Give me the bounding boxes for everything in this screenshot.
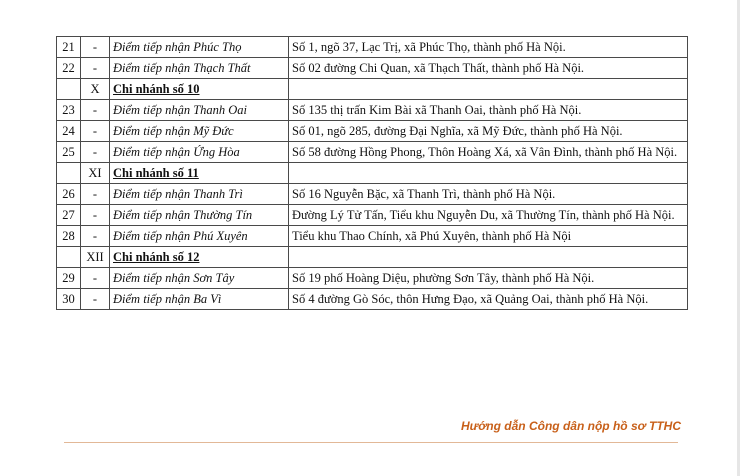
section-numeral: X bbox=[81, 79, 110, 100]
point-name: Điểm tiếp nhận Phúc Thọ bbox=[110, 37, 289, 58]
point-address: Số 02 đường Chi Quan, xã Thạch Thất, thành phố Hà Nội. bbox=[289, 58, 688, 79]
row-marker: - bbox=[81, 268, 110, 289]
row-number bbox=[57, 247, 81, 268]
point-name: Điểm tiếp nhận Thường Tín bbox=[110, 205, 289, 226]
row-number: 27 bbox=[57, 205, 81, 226]
table-row bbox=[57, 268, 688, 289]
branch-title: Chi nhánh số 12 bbox=[110, 247, 289, 268]
row-marker: - bbox=[81, 226, 110, 247]
point-address bbox=[289, 247, 688, 268]
table-row bbox=[57, 205, 688, 226]
footer-divider bbox=[64, 442, 678, 443]
point-name: Điểm tiếp nhận Thanh Oai bbox=[110, 100, 289, 121]
section-row bbox=[57, 79, 688, 100]
row-number: 21 bbox=[57, 37, 81, 58]
table-row bbox=[57, 37, 688, 58]
section-row bbox=[57, 163, 688, 184]
reception-points-table bbox=[56, 36, 688, 310]
branch-title: Chi nhánh số 11 bbox=[110, 163, 289, 184]
row-number: 24 bbox=[57, 121, 81, 142]
section-numeral: XII bbox=[81, 247, 110, 268]
footer-title: Hướng dẫn Công dân nộp hồ sơ TTHC bbox=[461, 419, 681, 433]
row-number: 22 bbox=[57, 58, 81, 79]
table-row bbox=[57, 121, 688, 142]
row-marker: - bbox=[81, 205, 110, 226]
point-name: Điểm tiếp nhận Ba Vì bbox=[110, 289, 289, 310]
row-marker: - bbox=[81, 142, 110, 163]
row-marker: - bbox=[81, 37, 110, 58]
section-row bbox=[57, 247, 688, 268]
row-marker: - bbox=[81, 289, 110, 310]
point-address: Đường Lý Tử Tấn, Tiểu khu Nguyễn Du, xã Thường Tín, thành phố Hà Nội. bbox=[289, 205, 688, 226]
point-address: Số 58 đường Hồng Phong, Thôn Hoàng Xá, xã Vân Đình, thành phố Hà Nội. bbox=[289, 142, 688, 163]
point-address: Số 19 phố Hoàng Diệu, phường Sơn Tây, thành phố Hà Nội. bbox=[289, 268, 688, 289]
point-address: Số 135 thị trấn Kim Bài xã Thanh Oai, thành phố Hà Nội. bbox=[289, 100, 688, 121]
point-address: Số 4 đường Gò Sóc, thôn Hưng Đạo, xã Quảng Oai, thành phố Hà Nội. bbox=[289, 289, 688, 310]
row-number bbox=[57, 163, 81, 184]
row-number: 26 bbox=[57, 184, 81, 205]
table-body bbox=[57, 37, 688, 310]
row-marker: - bbox=[81, 100, 110, 121]
point-name: Điểm tiếp nhận Thạch Thất bbox=[110, 58, 289, 79]
row-number: 29 bbox=[57, 268, 81, 289]
point-address: Tiểu khu Thao Chính, xã Phú Xuyên, thành phố Hà Nội bbox=[289, 226, 688, 247]
table-row bbox=[57, 142, 688, 163]
point-name: Điểm tiếp nhận Mỹ Đức bbox=[110, 121, 289, 142]
section-numeral: XI bbox=[81, 163, 110, 184]
point-address: Số 16 Nguyễn Bặc, xã Thanh Trì, thành phố Hà Nội. bbox=[289, 184, 688, 205]
branch-title: Chi nhánh số 10 bbox=[110, 79, 289, 100]
row-number bbox=[57, 79, 81, 100]
table-row bbox=[57, 100, 688, 121]
table-row bbox=[57, 184, 688, 205]
point-name: Điểm tiếp nhận Phú Xuyên bbox=[110, 226, 289, 247]
row-number: 28 bbox=[57, 226, 81, 247]
point-name: Điểm tiếp nhận Sơn Tây bbox=[110, 268, 289, 289]
row-number: 30 bbox=[57, 289, 81, 310]
table-row bbox=[57, 58, 688, 79]
row-marker: - bbox=[81, 184, 110, 205]
point-address bbox=[289, 79, 688, 100]
point-name: Điểm tiếp nhận Ứng Hòa bbox=[110, 142, 289, 163]
point-name: Điểm tiếp nhận Thanh Trì bbox=[110, 184, 289, 205]
table-row bbox=[57, 226, 688, 247]
table-row bbox=[57, 289, 688, 310]
row-number: 25 bbox=[57, 142, 81, 163]
row-marker: - bbox=[81, 121, 110, 142]
row-number: 23 bbox=[57, 100, 81, 121]
point-address: Số 01, ngõ 285, đường Đại Nghĩa, xã Mỹ Đức, thành phố Hà Nội. bbox=[289, 121, 688, 142]
point-address bbox=[289, 163, 688, 184]
row-marker: - bbox=[81, 58, 110, 79]
point-address: Số 1, ngõ 37, Lạc Trị, xã Phúc Thọ, thành phố Hà Nội. bbox=[289, 37, 688, 58]
